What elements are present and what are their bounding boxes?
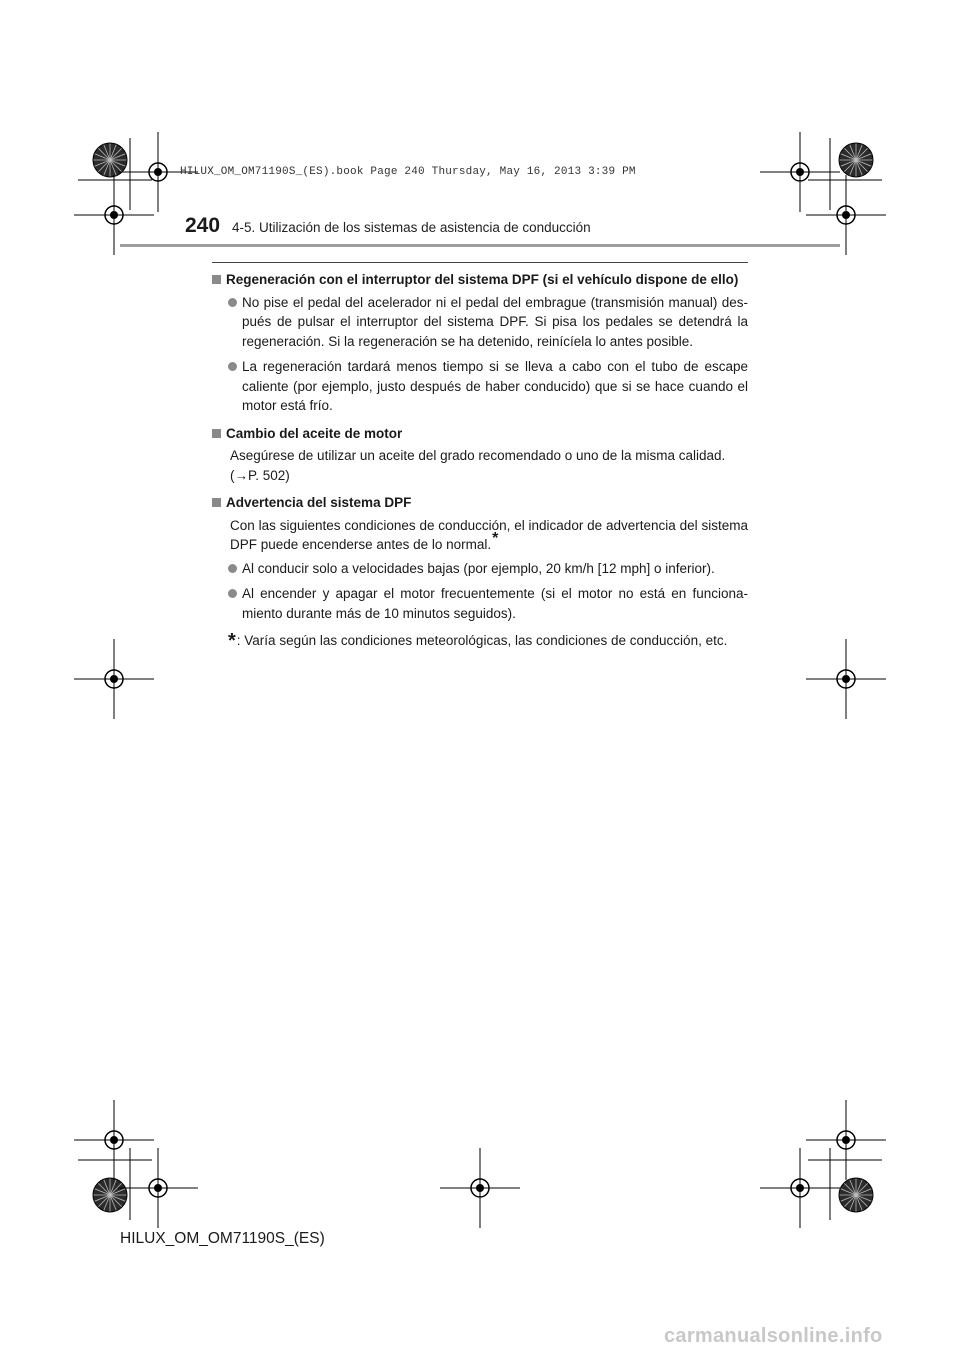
paragraph-text: Asegúrese de utilizar un aceite del grado recomendado o uno de la misma calidad. [230, 448, 726, 463]
section-heading-text: Cambio del aceite de motor [226, 425, 403, 441]
header-rule [120, 244, 840, 247]
list-item-text: Al conducir solo a velocidades bajas (por ejemplo, 20 km/h [12 mph] o inferior). [242, 560, 715, 576]
list-item [212, 293, 748, 352]
list-item [212, 584, 748, 623]
content-body [212, 270, 748, 652]
content-rule [212, 262, 748, 263]
page-reference [230, 468, 290, 483]
reference-text: P. 502) [248, 467, 290, 483]
page-number: 240 [185, 214, 221, 237]
reference-open-paren: ( [230, 467, 235, 483]
footnote-marker: * [492, 530, 499, 547]
footnote-text: : Varía según las condiciones meteorológicas, las condiciones de conducción, etc. [236, 633, 728, 648]
round-bullet-icon [228, 362, 237, 371]
section-dpf-switch-regeneration [212, 270, 748, 416]
round-bullet-icon [228, 589, 237, 598]
document-code: HILUX_OM_OM71190S_(ES) [120, 1230, 325, 1247]
section-engine-oil-change [212, 424, 748, 486]
list-item [212, 559, 748, 579]
arrow-right-icon: → [234, 467, 248, 483]
section-heading [212, 493, 748, 513]
watermark: carmanualsonline.info [664, 1325, 883, 1347]
print-stamp: HILUX_OM_OM71190S_(ES).book Page 240 Thursday, May 16, 2013 3:39 PM [180, 166, 636, 178]
footnote-asterisk: * [228, 630, 236, 652]
list-item-text: Al encender y apagar el motor frecuentemente (si el motor no está en funcionamiento durante más de 10 minutos seguidos). [242, 586, 748, 621]
square-bullet-icon [212, 275, 221, 284]
section-heading-text: Regeneración con el interruptor del sistema DPF (si el vehículo dispone de ello) [226, 272, 739, 287]
round-bullet-icon [228, 564, 237, 573]
chapter-title: 4-5. Utilización de los sistemas de asistencia de conducción [232, 220, 591, 235]
list-item [212, 357, 748, 416]
section-heading [212, 424, 748, 444]
section-paragraph [212, 446, 748, 485]
section-heading [212, 270, 748, 290]
list-item-text: No pise el pedal del acelerador ni el pedal del embrague (transmisión manual) después de pulsar el interruptor del sistema DPF. Si pisa los pedales se detendrá la regeneración. Si la regeneración se ha detenido, reinícíela lo antes posible. [242, 294, 748, 349]
list-item-text: La regeneración tardará menos tiempo si se lleva a cabo con el tubo de escape caliente (por ejemplo, justo después de haber conducido) que si se hace cuando el motor está frío. [242, 359, 748, 413]
section-heading-text: Advertencia del sistema DPF [226, 495, 412, 510]
square-bullet-icon [212, 429, 221, 438]
round-bullet-icon [228, 298, 237, 307]
footnote [212, 631, 748, 652]
square-bullet-icon [212, 498, 221, 507]
section-paragraph [212, 516, 748, 555]
section-dpf-warning [212, 493, 748, 623]
paragraph-text: Con las siguientes condiciones de conducción, el indicador de advertencia del sistema DPF puede encenderse antes de lo normal. [230, 517, 748, 552]
